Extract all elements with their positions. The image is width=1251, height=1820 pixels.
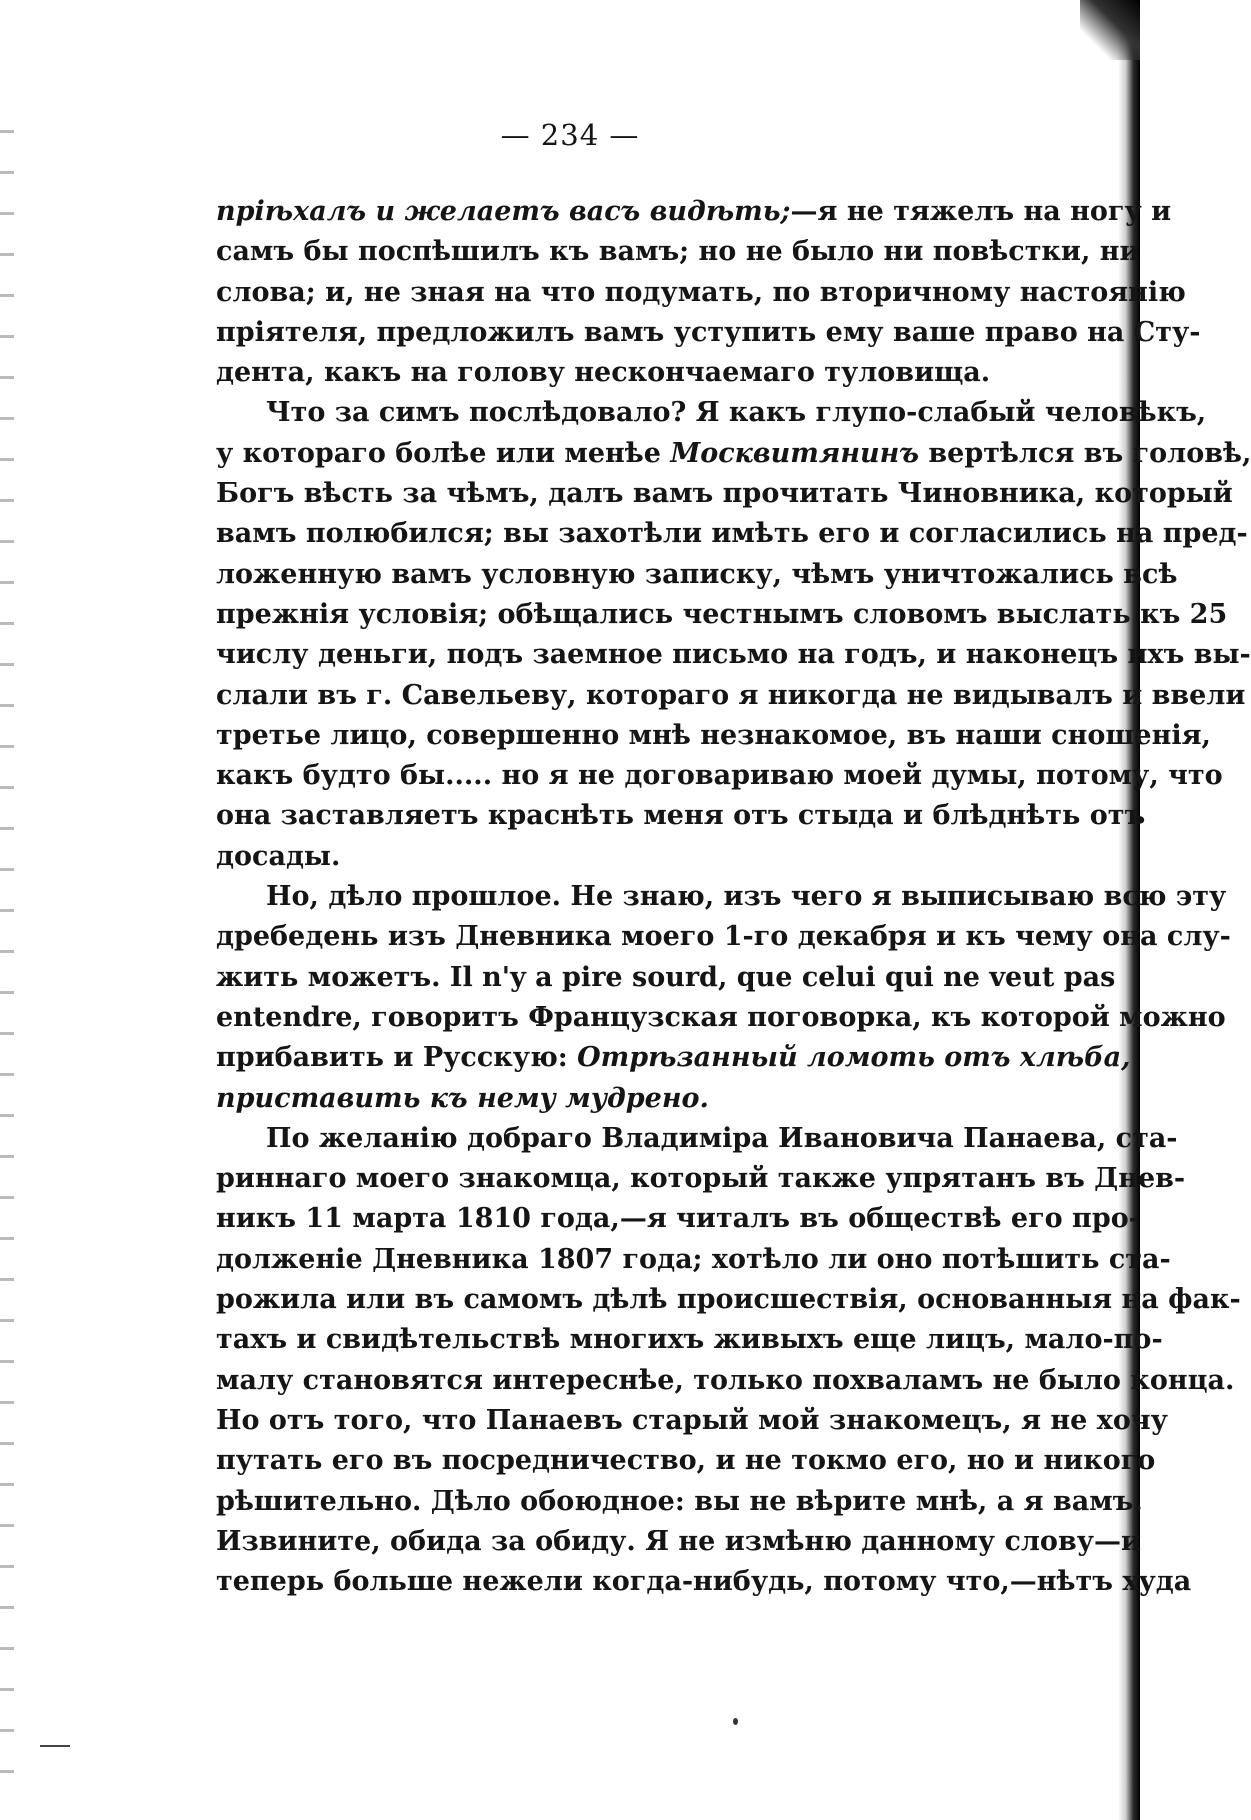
- text-run: риннаго моего знакомца, который также упрятанъ въ Днев-: [216, 1163, 1186, 1195]
- text-run: ложенную вамъ условную записку, чѣмъ уничтожались всѣ: [216, 558, 1178, 590]
- text-run: дента, какъ на голову нескончаемаго туловища.: [216, 357, 991, 389]
- text-run: По желанію добраго Владиміра Ивановича Панаева, ста-: [266, 1122, 1178, 1154]
- text-run: Богъ вѣсть за чѣмъ, далъ вамъ прочитать Чиновника, который: [216, 478, 1233, 510]
- text-run: теперь больше нежели когда-нибудь, потому что,—нѣтъ худа: [216, 1566, 1192, 1598]
- text-run: она заставляетъ краснѣть меня отъ стыда и блѣднѣть отъ: [216, 800, 1146, 832]
- text-line: [216, 917, 1231, 957]
- text-line: [216, 1320, 1163, 1360]
- text-line: [216, 393, 1207, 433]
- text-run: Извините, обида за обиду. Я не измѣню данному слову—и: [216, 1525, 1142, 1557]
- italic-text-run: приставить къ нему мудрено.: [216, 1082, 709, 1114]
- text-run: третье лицо, совершенно мнѣ незнакомое, въ наши сношенія,: [216, 719, 1211, 751]
- text-line: [216, 1522, 1142, 1562]
- text-run: самъ бы поспѣшилъ къ вамъ; но не было ни повѣстки, ни: [216, 236, 1140, 268]
- text-run: дребедень изъ Дневника моего 1-го декабря и къ чему она слу-: [216, 921, 1231, 953]
- text-run: вамъ полюбился; вы захотѣли имѣть его и согласились на пред-: [216, 518, 1248, 550]
- text-line: [216, 998, 1226, 1038]
- text-line: [216, 313, 1201, 353]
- text-run: малу становятся интереснѣе, только похваламъ не было конца.: [216, 1364, 1235, 1396]
- body-text: [216, 192, 1251, 1602]
- text-line: [216, 474, 1233, 514]
- text-line: [216, 796, 1146, 836]
- text-run: entendre, говоритъ Французская поговорка, къ которой можно: [216, 1001, 1226, 1033]
- text-line: [216, 353, 1052, 393]
- text-line: [216, 1159, 1186, 1199]
- text-line: [216, 1079, 1052, 1119]
- text-run: какъ будто бы..... но я не договариваю моей думы, потому, что: [216, 760, 1223, 792]
- text-line: [216, 1401, 1168, 1441]
- text-line: [216, 958, 1116, 998]
- text-run: слали въ г. Савельеву, котораго я никогда не видывалъ и ввели: [216, 679, 1246, 711]
- text-line: [216, 1562, 1192, 1602]
- text-line: [216, 273, 1186, 313]
- text-line: [216, 676, 1246, 716]
- scan-speck: [733, 1718, 738, 1725]
- text-run: рожила или въ самомъ дѣлѣ происшествія, основанныя на фак-: [216, 1284, 1241, 1316]
- text-line: [216, 434, 1251, 474]
- text-line: [216, 756, 1223, 796]
- text-line: [216, 1361, 1235, 1401]
- text-run: вертѣлся въ головѣ,: [918, 437, 1251, 469]
- text-line: [216, 1240, 1171, 1280]
- scan-margin-mark: [40, 1745, 70, 1747]
- text-line: [216, 232, 1140, 272]
- page-number: — 234 —: [500, 118, 640, 152]
- italic-text-run: Отрѣзанный ломоть отъ хлѣба,: [577, 1042, 1131, 1074]
- text-run: прибавить и Русскую:: [216, 1042, 578, 1074]
- text-run: Что за симъ послѣдовало? Я какъ глупо-слабый человѣкъ,: [266, 397, 1207, 429]
- text-run: жить можетъ. Il n'y a pire sourd, que celui qui ne veut pas: [216, 961, 1116, 993]
- text-line: [216, 837, 1052, 877]
- page-corner-shadow: [1080, 0, 1140, 60]
- text-line: [216, 514, 1248, 554]
- text-line: [216, 1119, 1178, 1159]
- text-run: у котораго болѣе или менѣе: [216, 437, 671, 469]
- text-line: [216, 877, 1227, 917]
- text-line: [216, 716, 1211, 756]
- text-run: пріятеля, предложилъ вамъ уступить ему ваше право на Сту-: [216, 316, 1201, 348]
- text-run: досады.: [216, 840, 341, 872]
- text-run: числу деньги, подъ заемное письмо на годъ, и наконецъ ихъ вы-: [216, 639, 1251, 671]
- text-line: [216, 595, 1228, 635]
- text-run: Но, дѣло прошлое. Не знаю, изъ чего я выписываю всю эту: [266, 881, 1227, 913]
- text-line: [216, 1441, 1156, 1481]
- text-run: тахъ и свидѣтельствѣ многихъ живыхъ еще лицъ, мало-по-: [216, 1324, 1163, 1356]
- text-run: никъ 11 марта 1810 года,—я читалъ въ обществѣ его про-: [216, 1203, 1140, 1235]
- text-run: путать его въ посредничество, и не токмо его, но и никого: [216, 1445, 1156, 1477]
- text-line: [216, 1199, 1140, 1239]
- text-run: рѣшительно. Дѣло обоюдное: вы не вѣрите мнѣ, а я вамъ.: [216, 1485, 1143, 1517]
- text-line: [216, 555, 1178, 595]
- text-line: [216, 192, 1172, 232]
- scan-margin-specks: [0, 130, 14, 1780]
- italic-text-run: Москвитянинъ: [670, 437, 919, 469]
- text-run: прежнія условія; обѣщались честнымъ словомъ выслать къ 25: [216, 598, 1228, 630]
- text-line: [216, 1280, 1241, 1320]
- text-line: [216, 1038, 1131, 1078]
- text-run: —я не тяжелъ на ногу и: [790, 196, 1172, 227]
- text-run: слова; и, не зная на что подумать, по вторичному настоянію: [216, 276, 1186, 308]
- text-run: долженіе Дневника 1807 года; хотѣло ли оно потѣшить ста-: [216, 1243, 1171, 1275]
- text-line: [216, 1482, 1143, 1522]
- text-run: Но отъ того, что Панаевъ старый мой знакомецъ, я не хочу: [216, 1404, 1168, 1436]
- italic-text-run: пріѣхалъ и желаетъ васъ видѣть;: [216, 196, 791, 227]
- text-line: [216, 635, 1251, 675]
